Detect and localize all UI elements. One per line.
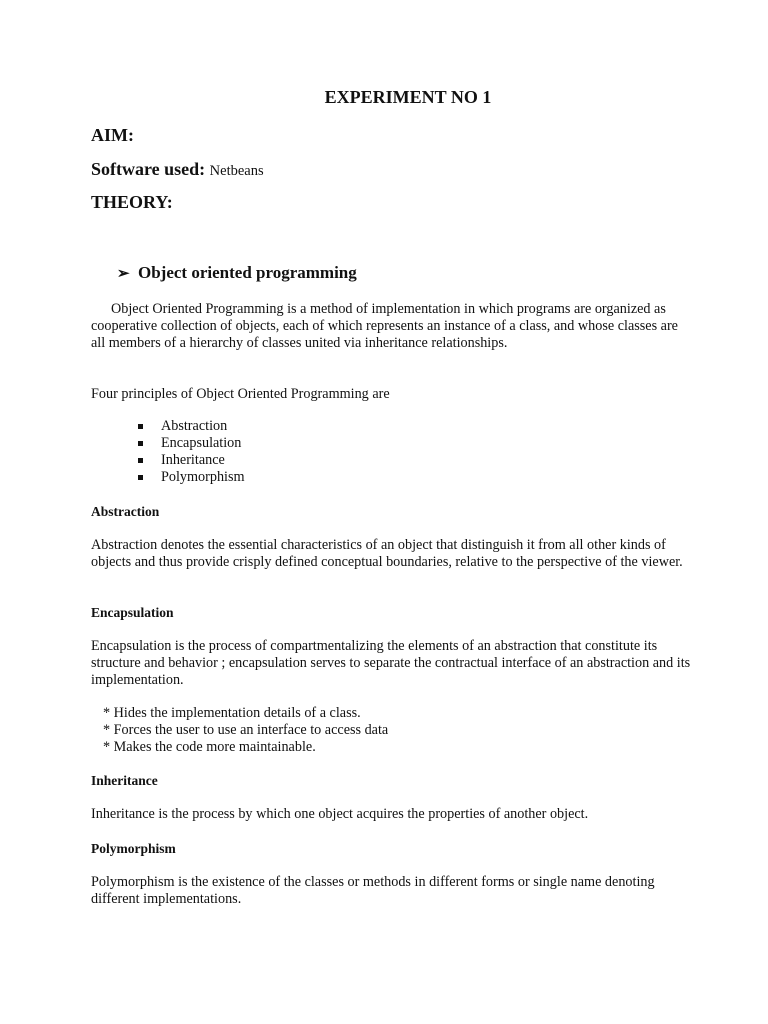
encapsulation-points bbox=[103, 705, 388, 756]
list-item: * Hides the implementation details of a class. bbox=[103, 705, 361, 721]
principles-list bbox=[137, 418, 245, 486]
encapsulation-paragraph: Encapsulation is the process of compartmentalizing the elements of an abstraction that constitute its structure and behavior ; encapsulation serves to separate the contractual interface of an abstraction and its implementation. bbox=[91, 638, 691, 688]
section-heading-text: Object oriented programming bbox=[138, 263, 357, 282]
inheritance-paragraph: Inheritance is the process by which one object acquires the properties of another object. bbox=[91, 806, 589, 822]
list-item: Inheritance bbox=[137, 452, 245, 469]
square-bullet-icon bbox=[138, 441, 143, 446]
square-bullet-icon bbox=[138, 424, 143, 429]
square-bullet-icon bbox=[138, 475, 143, 480]
aim-heading: AIM: bbox=[91, 125, 134, 145]
software-used-line bbox=[91, 158, 264, 182]
list-item: Abstraction bbox=[137, 418, 245, 435]
arrow-bullet-icon: ➢ bbox=[117, 266, 130, 282]
software-used-label: Software used: bbox=[91, 159, 206, 179]
encapsulation-heading: Encapsulation bbox=[91, 605, 174, 620]
list-item: * Makes the code more maintainable. bbox=[103, 739, 316, 755]
list-item: Encapsulation bbox=[137, 435, 245, 452]
abstraction-heading: Abstraction bbox=[91, 504, 160, 519]
abstraction-paragraph: Abstraction denotes the essential characteristics of an object that distinguish it from all other kinds of objects and thus provide crisply defined conceptual boundaries, relative to the perspective of the viewer. bbox=[91, 537, 683, 570]
experiment-title: EXPERIMENT NO 1 bbox=[324, 87, 492, 107]
software-used-value: Netbeans bbox=[209, 163, 264, 179]
inheritance-heading: Inheritance bbox=[91, 773, 158, 788]
square-bullet-icon bbox=[138, 458, 143, 463]
principles-intro: Four principles of Object Oriented Programming are bbox=[91, 386, 390, 402]
intro-paragraph: Object Oriented Programming is a method of implementation in which programs are organized as cooperative collection of objects, each of which represents an instance of a class, and whose classes are all members of a hierarchy of classes united via inheritance relationships. bbox=[91, 301, 678, 351]
theory-heading: THEORY: bbox=[91, 192, 173, 212]
list-item: * Forces the user to use an interface to access data bbox=[103, 722, 389, 738]
polymorphism-heading: Polymorphism bbox=[91, 841, 176, 856]
polymorphism-paragraph: Polymorphism is the existence of the classes or methods in different forms or single name denoting different implementations. bbox=[91, 874, 655, 907]
section-heading bbox=[117, 262, 357, 285]
list-item: Polymorphism bbox=[137, 469, 245, 486]
